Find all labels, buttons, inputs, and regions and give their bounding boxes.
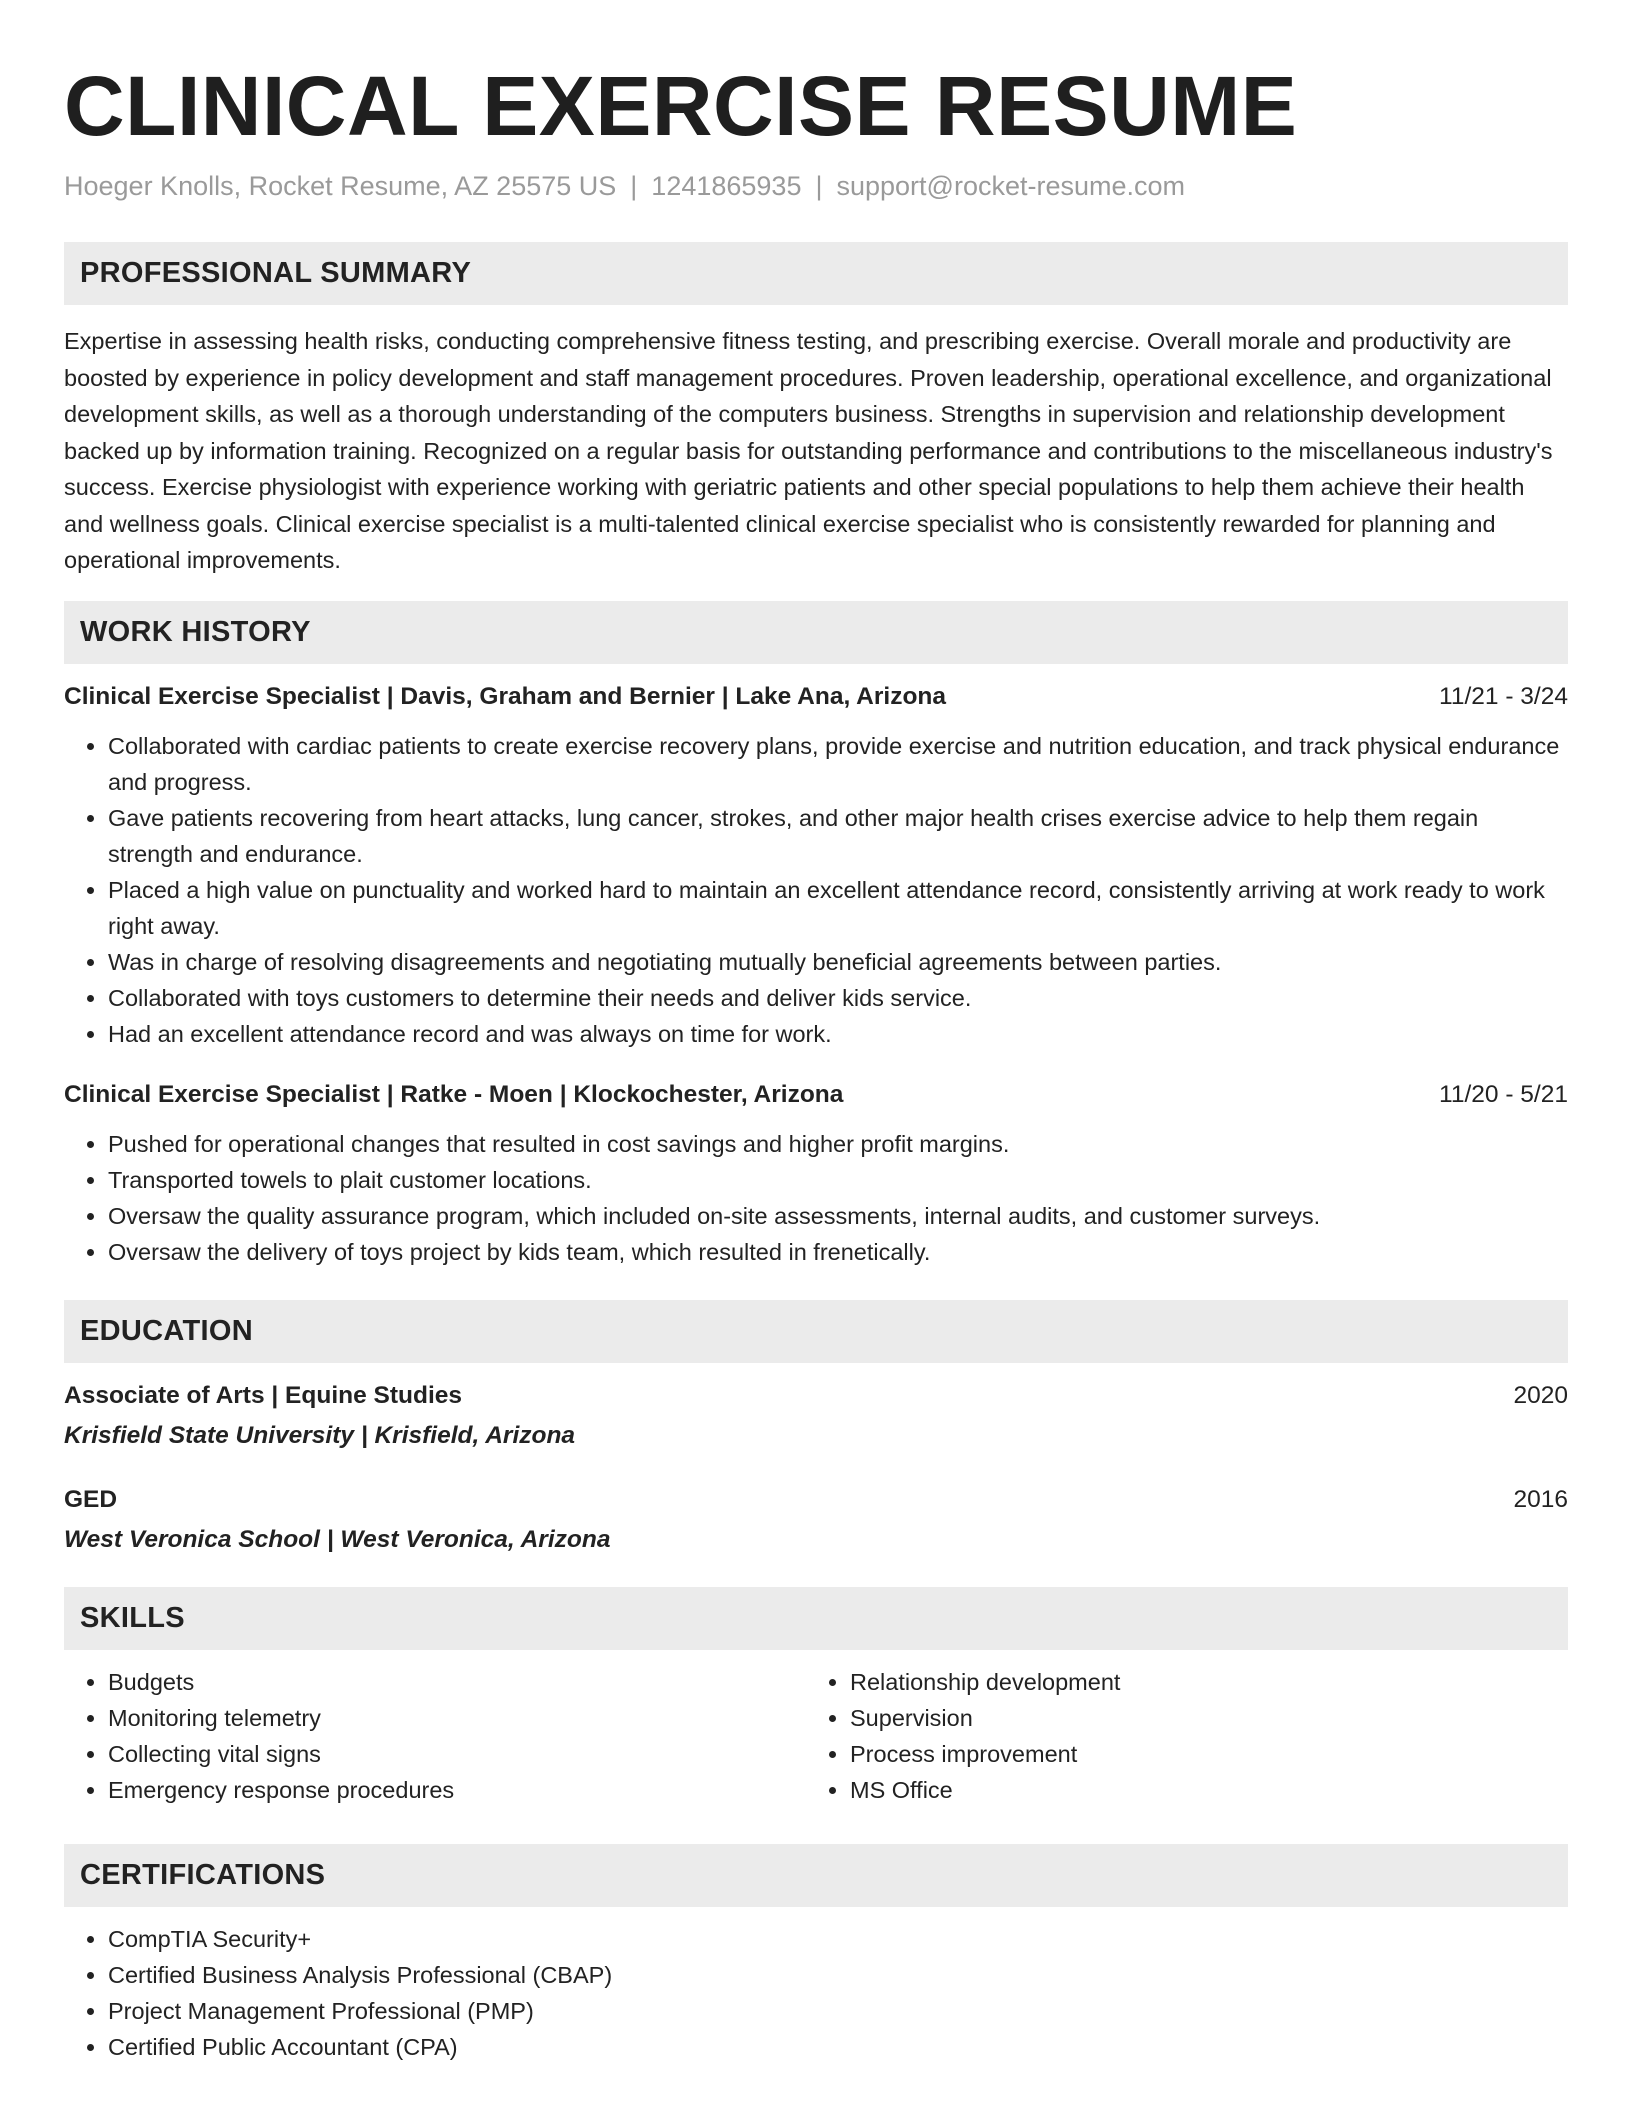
skills-column-right (806, 1664, 1548, 1808)
skill-item: • Process improvement (850, 1736, 1548, 1772)
section-header-certifications: CERTIFICATIONS (64, 1844, 1568, 1907)
contact-email: support@rocket-resume.com (836, 171, 1186, 201)
certification-item: • CompTIA Security+ (108, 1921, 1568, 1957)
certification-item: • Project Management Professional (PMP) (108, 1993, 1568, 2029)
job-bullets (64, 1126, 1568, 1270)
skill-item: • Relationship development (850, 1664, 1548, 1700)
skill-item: • Supervision (850, 1700, 1548, 1736)
education-entry (64, 1379, 1568, 1453)
job-header (64, 1078, 1568, 1112)
contact-line (64, 168, 1568, 204)
contact-phone: 1241865935 (651, 171, 802, 201)
education-header (64, 1379, 1568, 1413)
job-title: Clinical Exercise Specialist | Ratke - Moen | Klockochester, Arizona (64, 1080, 844, 1108)
section-header-skills: SKILLS (64, 1587, 1568, 1650)
resume-page (64, 0, 1568, 2065)
education-entry (64, 1483, 1568, 1557)
section-header-summary: PROFESSIONAL SUMMARY (64, 242, 1568, 305)
skills-list (64, 1664, 1568, 1808)
contact-separator: | (815, 171, 823, 201)
job-bullet: • Oversaw the delivery of toys project by kids team, which resulted in frenetically. (108, 1234, 1568, 1270)
skill-item: • Budgets (108, 1664, 806, 1700)
skill-item: • Emergency response procedures (108, 1772, 806, 1808)
education-school: West Veronica School | West Veronica, Arizona (64, 1525, 611, 1553)
job-dates: 11/21 - 3/24 (1439, 682, 1568, 710)
section-header-education: EDUCATION (64, 1300, 1568, 1363)
contact-separator: | (630, 171, 638, 201)
certification-item: • Certified Public Accountant (CPA) (108, 2029, 1568, 2065)
job-bullet: • Was in charge of resolving disagreements and negotiating mutually beneficial agreements between parties. (108, 944, 1568, 980)
job-entry (64, 1078, 1568, 1270)
job-bullets (64, 728, 1568, 1052)
education-degree: Associate of Arts | Equine Studies (64, 1381, 463, 1409)
job-bullet: • Collaborated with cardiac patients to create exercise recovery plans, provide exercise and nutrition education, and track physical endurance and progress. (108, 728, 1568, 800)
certification-item: • Certified Business Analysis Professional (CBAP) (108, 1957, 1568, 1993)
summary-text: Expertise in assessing health risks, conducting comprehensive fitness testing, and prescribing exercise. Overall morale and productivity are boosted by experience in policy development and staff management procedures. Proven leadership, operational excellence, and organizational development skills, as well as a thorough understanding of the computers business. Strengths in supervision and relationship development backed up by information training. Recognized on a regular basis for outstanding performance and contributions to the miscellaneous industry's success. Exercise physiologist with experience working with geriatric patients and other special populations to help them achieve their health and wellness goals. Clinical exercise specialist is a multi-talented clinical exercise specialist who is consistently rewarded for planning and operational improvements. (64, 328, 1553, 573)
certifications-list (64, 1921, 1568, 2065)
skill-item: • Monitoring telemetry (108, 1700, 806, 1736)
section-header-work-history: WORK HISTORY (64, 601, 1568, 664)
skills-column-left (64, 1664, 806, 1808)
resume-title: CLINICAL EXERCISE RESUME (64, 59, 1298, 153)
education-degree: GED (64, 1485, 118, 1513)
job-bullet: • Collaborated with toys customers to determine their needs and deliver kids service. (108, 980, 1568, 1016)
education-year: 2020 (1513, 1381, 1568, 1409)
job-entry (64, 680, 1568, 1052)
job-bullet: • Oversaw the quality assurance program, which included on-site assessments, internal audits, and customer surveys. (108, 1198, 1568, 1234)
job-bullet: • Placed a high value on punctuality and worked hard to maintain an excellent attendance record, consistently arriving at work ready to work right away. (108, 872, 1568, 944)
job-bullet: • Had an excellent attendance record and was always on time for work. (108, 1016, 1568, 1052)
contact-address: Hoeger Knolls, Rocket Resume, AZ 25575 US (64, 171, 617, 201)
job-bullet: • Transported towels to plait customer locations. (108, 1162, 1568, 1198)
job-bullet: • Gave patients recovering from heart attacks, lung cancer, strokes, and other major health crises exercise advice to help them regain strength and endurance. (108, 800, 1568, 872)
skill-item: • MS Office (850, 1772, 1548, 1808)
education-school: Krisfield State University | Krisfield, Arizona (64, 1421, 576, 1449)
education-year: 2016 (1513, 1485, 1568, 1513)
education-header (64, 1483, 1568, 1517)
job-dates: 11/20 - 5/21 (1439, 1080, 1568, 1108)
job-title: Clinical Exercise Specialist | Davis, Graham and Bernier | Lake Ana, Arizona (64, 682, 946, 710)
job-bullet: • Pushed for operational changes that resulted in cost savings and higher profit margins. (108, 1126, 1568, 1162)
skill-item: • Collecting vital signs (108, 1736, 806, 1772)
job-header (64, 680, 1568, 714)
